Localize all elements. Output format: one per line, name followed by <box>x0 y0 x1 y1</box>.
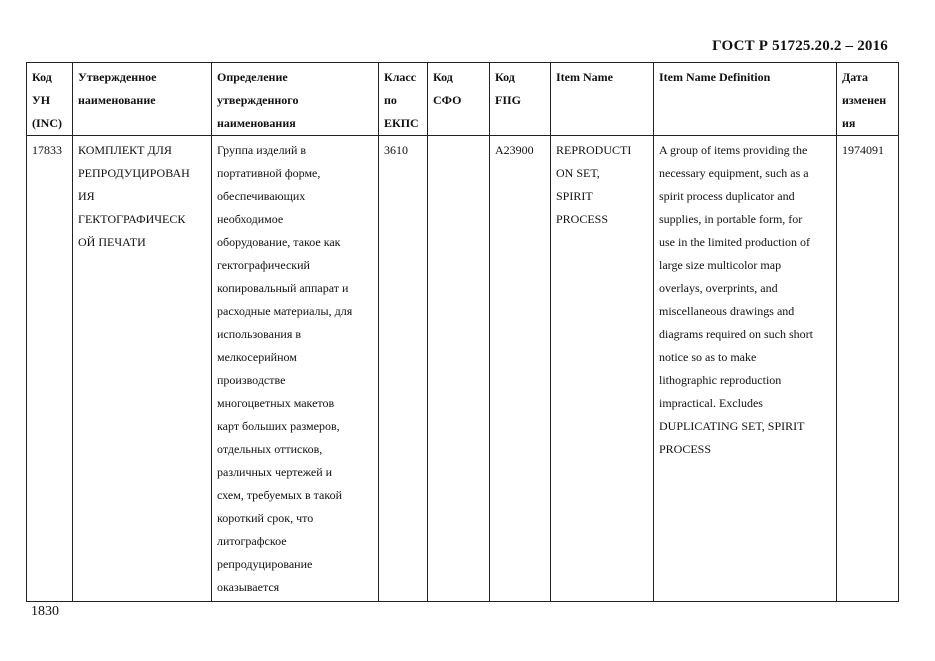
catalog-table <box>26 62 899 602</box>
cell-item-name: REPRODUCTI ON SET, SPIRIT PROCESS <box>551 136 654 602</box>
col-header-change-date: Дата изменен ия <box>837 63 899 136</box>
col-header-item-name-definition: Item Name Definition <box>654 63 837 136</box>
cell-sfo-code <box>428 136 490 602</box>
cell-change-date: 1974091 <box>837 136 899 602</box>
col-header-ekps-class: Класс по ЕКПС <box>379 63 428 136</box>
cell-inc: 17833 <box>27 136 73 602</box>
cell-item-name-definition: A group of items providing the necessary equipment, such as a spirit process duplicator and supplies, in portable form, for use in the limited production of large size multicolor map overlays, overprints, and miscellaneous drawings and diagrams required on such short notice so as to make lithographic reproduction impractical. Excludes DUPLICATING SET, SPIRIT PROCESS <box>654 136 837 602</box>
cell-ekps-class: 3610 <box>379 136 428 602</box>
col-header-inc: Код УН (INC) <box>27 63 73 136</box>
col-header-approved-name: Утвержденное наименование <box>73 63 212 136</box>
header-row <box>27 63 899 136</box>
table-row <box>27 136 899 602</box>
col-header-item-name: Item Name <box>551 63 654 136</box>
cell-approved-name: КОМПЛЕКТ ДЛЯ РЕПРОДУЦИРОВАН ИЯ ГЕКТОГРАФИЧЕСК ОЙ ПЕЧАТИ <box>73 136 212 602</box>
col-header-fiig-code: Код FIIG <box>490 63 551 136</box>
col-header-sfo-code: Код СФО <box>428 63 490 136</box>
page-number: 1830 <box>31 604 59 619</box>
standard-title: ГОСТ Р 51725.20.2 – 2016 <box>712 38 888 54</box>
cell-definition-ru: Группа изделий в портативной форме, обеспечивающих необходимое оборудование, такое как гектографический копировальный аппарат и расходные материалы, для использования в мелкосерийном производстве многоцветных макетов карт больших размеров, отдельных оттисков, различных чертежей и схем, требуемых в такой короткий срок, что литографское репродуцирование оказывается <box>212 136 379 602</box>
cell-fiig-code: A23900 <box>490 136 551 602</box>
col-header-definition: Определение утвержденного наименования <box>212 63 379 136</box>
